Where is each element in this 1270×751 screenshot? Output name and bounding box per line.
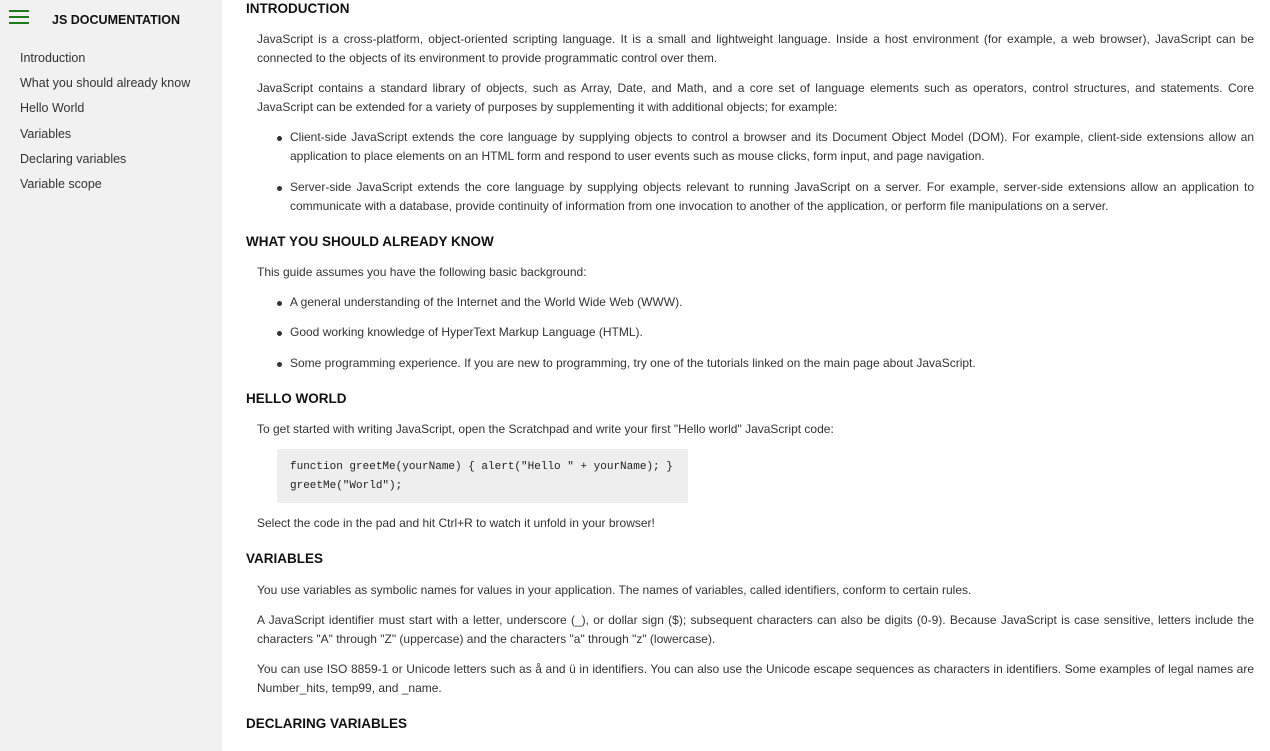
sidebar-title: JS DOCUMENTATION bbox=[52, 13, 181, 27]
hello-paragraph-2: Select the code in the pad and hit Ctrl+R to watch it unfold in your browser! bbox=[257, 516, 655, 530]
sidebar-item-declaring-variables[interactable]: Declaring variables bbox=[20, 151, 127, 166]
intro-paragraph-2: JavaScript contains a standard library of objects, such as Array, Date, and Math, and a core set of language elements such as operators, control structures, and statements. Core JavaScript can be extended for a variety of purposes by supplementing it with additional objects; for example: bbox=[257, 81, 1254, 114]
variables-paragraph-3: You can use ISO 8859-1 or Unicode letters such as å and ü in identifiers. You can also use the Unicode escape sequences as characters in identifiers. Some examples of legal names are Number_hits, temp99, and _name. bbox=[257, 662, 1254, 695]
intro-bullet-server-side: Server-side JavaScript extends the core language by supplying objects relevant to running JavaScript on a server. For example, server-side extensions allow an application to communicate with a database, provide continuity of information from one invocation to another of the application, or perform file manipulations on a server. bbox=[290, 178, 1254, 216]
heading-hello-world: HELLO WORLD bbox=[246, 391, 347, 406]
heading-variables: VARIABLES bbox=[246, 551, 324, 566]
heading-introduction: INTRODUCTION bbox=[246, 1, 350, 16]
know-bullet-internet: A general understanding of the Internet and the World Wide Web (WWW). bbox=[290, 293, 1254, 312]
main-content bbox=[246, 0, 1256, 751]
know-bullet-html: Good working knowledge of HyperText Markup Language (HTML). bbox=[290, 323, 1254, 342]
hamburger-menu-icon[interactable] bbox=[9, 10, 29, 24]
know-paragraph-1: This guide assumes you have the following basic background: bbox=[257, 265, 587, 279]
intro-paragraph-1: JavaScript is a cross-platform, object-oriented scripting language. It is a small and lightweight language. Inside a host environment (for example, a web browser), JavaScript can be connected to the objects of its environment to provide programmatic control over them. bbox=[257, 32, 1254, 65]
heading-what-you-should-already-know: WHAT YOU SHOULD ALREADY KNOW bbox=[246, 234, 494, 249]
sidebar-item-what-you-should-already-know[interactable]: What you should already know bbox=[20, 76, 191, 91]
know-bullet-programming: Some programming experience. If you are new to programming, try one of the tutorials linked on the main page about JavaScript. bbox=[290, 354, 1254, 373]
sidebar-item-introduction[interactable]: Introduction bbox=[20, 51, 86, 65]
variables-paragraph-1: You use variables as symbolic names for values in your application. The names of variables, called identifiers, conform to certain rules. bbox=[257, 583, 972, 597]
code-line-1: function greetMe(yourName) { alert("Hello " + yourName); } bbox=[290, 461, 673, 473]
sidebar bbox=[0, 0, 222, 751]
code-line-2: greetMe("World"); bbox=[290, 480, 403, 492]
variables-paragraph-2: A JavaScript identifier must start with a letter, underscore (_), or dollar sign ($); subsequent characters can also be digits (0-9). Because JavaScript is case sensitive, letters include the characters "A" through "Z" (uppercase) and the characters "a" through "z" (lowercase). bbox=[257, 613, 1254, 646]
code-block[interactable] bbox=[277, 449, 688, 503]
sidebar-item-variables[interactable]: Variables bbox=[20, 126, 72, 141]
sidebar-item-hello-world[interactable]: Hello World bbox=[20, 101, 85, 116]
heading-declaring-variables: DECLARING VARIABLES bbox=[246, 716, 408, 731]
intro-bullet-client-side: Client-side JavaScript extends the core language by supplying objects to control a browser and its Document Object Model (DOM). For example, client-side extensions allow an application to place elements on an HTML form and respond to user events such as mouse clicks, form input, and page navigation. bbox=[290, 128, 1254, 166]
sidebar-nav bbox=[20, 50, 190, 201]
hello-paragraph-1: To get started with writing JavaScript, open the Scratchpad and write your first "Hello world" JavaScript code: bbox=[257, 422, 834, 436]
sidebar-item-variable-scope[interactable]: Variable scope bbox=[20, 176, 102, 191]
